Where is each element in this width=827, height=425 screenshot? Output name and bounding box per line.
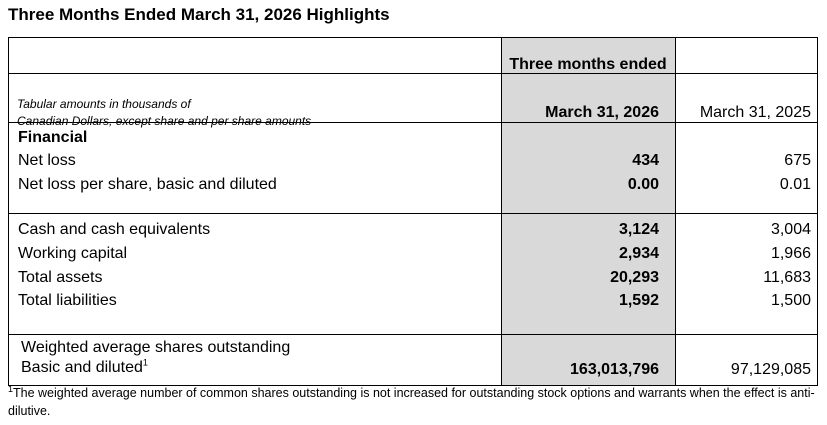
current-period-header: March 31, 2026 [545, 104, 659, 121]
row-label: Working capital [18, 245, 128, 262]
column-group-header: Three months ended [509, 56, 667, 73]
row-prior-value: 1,966 [770, 245, 811, 262]
table-note-line-2: Canadian Dollars, except share and per share amounts [17, 114, 312, 128]
row-current-value: 3,124 [618, 221, 659, 238]
footnote-marker: 1 [8, 383, 14, 394]
table-note-line-1: Tabular amounts in thousands of [17, 97, 191, 111]
section-heading-financial: Financial [18, 129, 88, 146]
header-divider [8, 73, 818, 74]
row-label: Cash and cash equivalents [18, 221, 211, 238]
row-label: Total liabilities [18, 292, 117, 309]
row-current-value: 434 [632, 152, 659, 169]
row-current-value: 1,592 [618, 292, 659, 309]
shares-divider [8, 334, 818, 335]
row-prior-value: 11,683 [763, 269, 811, 286]
row-current-value: 2,934 [618, 245, 659, 262]
shares-label-line-1: Weighted average shares outstanding [21, 339, 291, 356]
section-divider [8, 213, 818, 214]
row-label: Net loss [18, 152, 76, 169]
row-current-value: 0.00 [627, 176, 659, 193]
footnote [8, 384, 823, 420]
shares-current-value: 163,013,796 [570, 361, 659, 378]
footnote-marker: 1 [142, 357, 148, 368]
prior-period-header: March 31, 2025 [699, 104, 811, 121]
row-prior-value: 0.01 [779, 176, 811, 193]
row-current-value: 20,293 [610, 269, 659, 286]
row-prior-value: 1,500 [770, 292, 811, 309]
shares-label-text: Basic and diluted [21, 359, 143, 376]
page-title: Three Months Ended March 31, 2026 Highlights [8, 5, 390, 24]
shares-label-line-2 [21, 358, 148, 378]
footnote-text: The weighted average number of common shares outstanding is not increased for outstanding stock options and warrants when the effect is anti-dilutive. [8, 386, 815, 418]
row-prior-value: 675 [784, 152, 811, 169]
row-prior-value: 3,004 [770, 221, 811, 238]
row-label: Net loss per share, basic and diluted [18, 176, 277, 193]
table-note [17, 96, 311, 130]
highlights-table [8, 37, 818, 386]
row-label: Total assets [18, 269, 103, 286]
shares-prior-value: 97,129,085 [730, 361, 811, 378]
table-border-top [8, 37, 818, 38]
